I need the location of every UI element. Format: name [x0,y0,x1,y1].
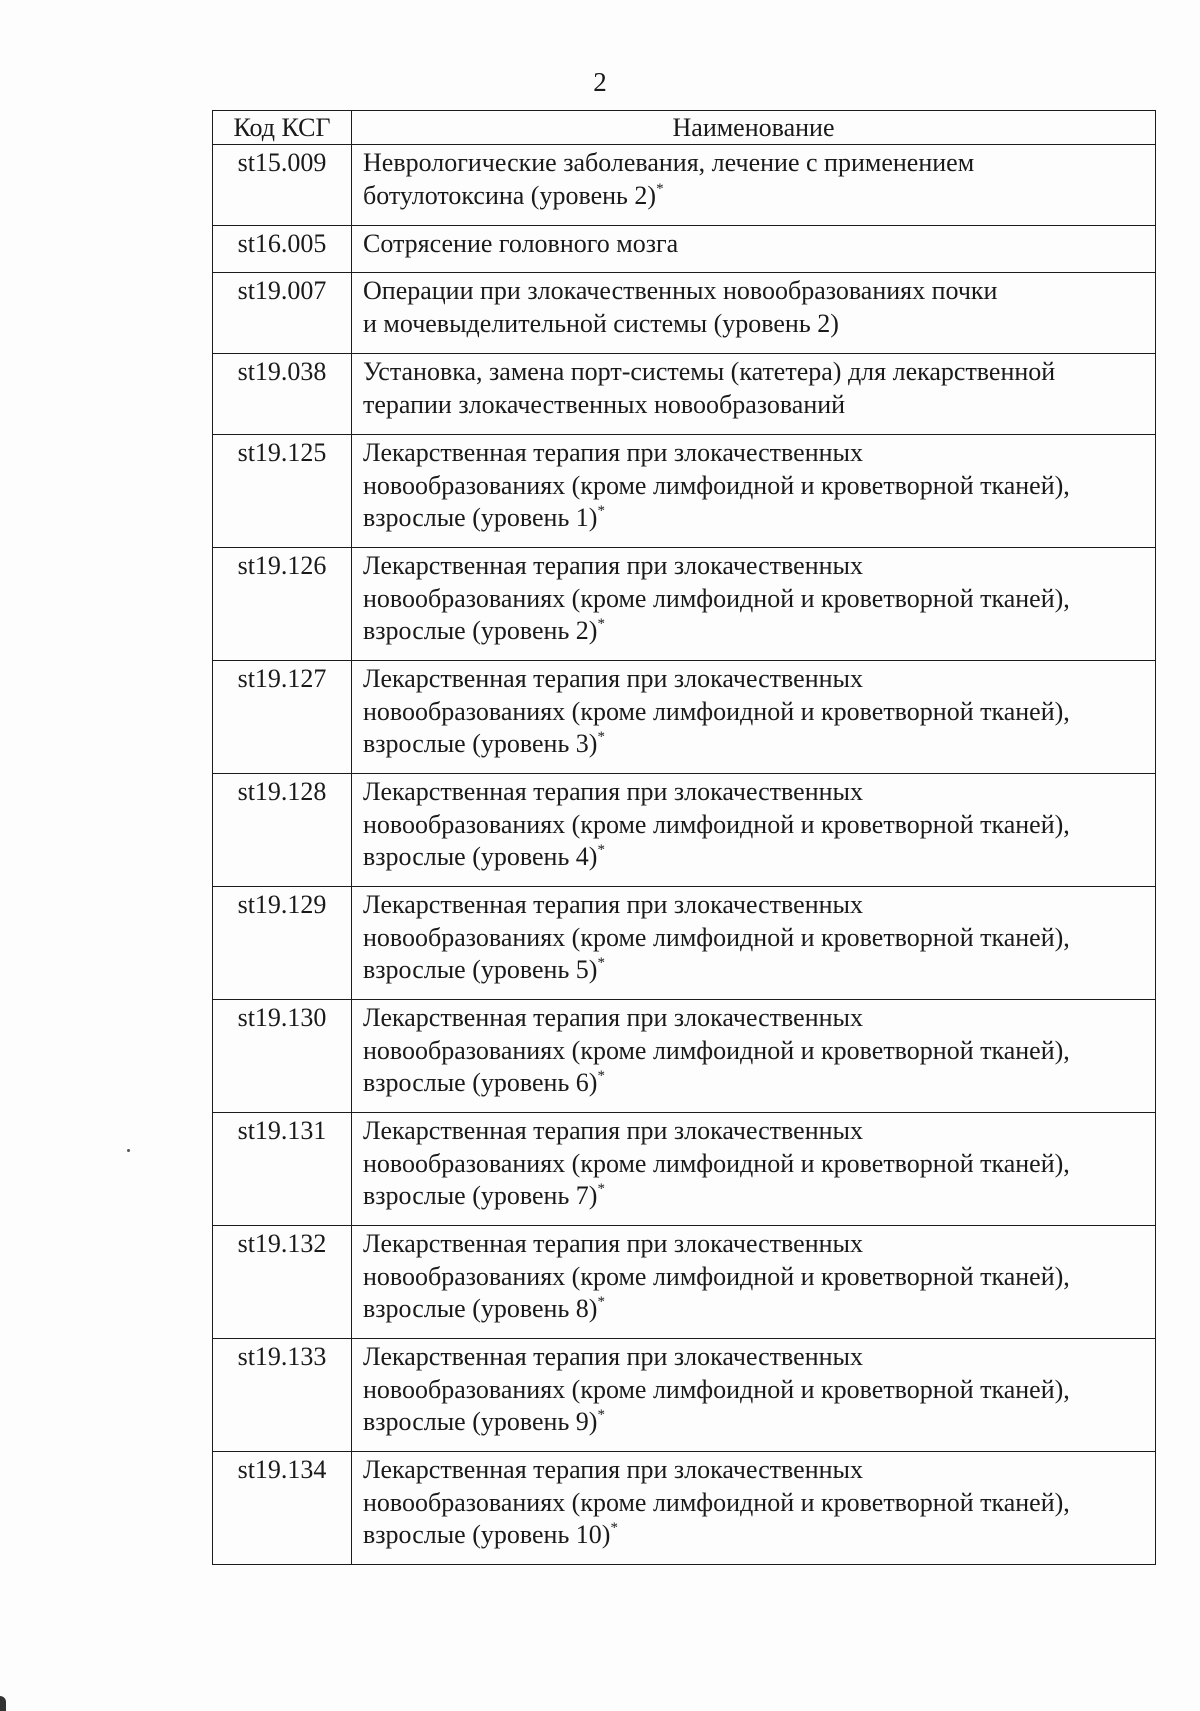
ksg-name-line [363,889,1147,922]
ksg-name-line [363,954,1147,987]
table-row [213,1000,1156,1113]
ksg-name-text: Лекарственная терапия при злокачественных [363,777,863,806]
ksg-code: st19.130 [213,1000,352,1113]
ksg-name [352,774,1156,887]
ksg-name-text: взрослые (уровень 8) [363,1294,598,1324]
ksg-code: st19.126 [213,548,352,661]
ksg-name-line [363,776,1147,809]
ksg-name-text: Лекарственная терапия при злокачественных [363,1342,863,1371]
ksg-name-text: Лекарственная терапия при злокачественных [363,1455,863,1484]
ksg-name [352,1452,1156,1565]
footnote-asterisk: * [656,180,664,197]
ksg-name-line [363,180,1147,213]
footnote-asterisk: * [610,1520,618,1537]
ksg-name-text: Сотрясение головного мозга [363,229,679,258]
header-name: Наименование [352,111,1156,145]
ksg-code: st19.131 [213,1113,352,1226]
ksg-name-line [363,1374,1147,1407]
ksg-name-line [363,728,1147,761]
ksg-name-text: и мочевыделительной системы (уровень 2) [363,308,839,338]
ksg-code: st15.009 [213,145,352,226]
ksg-name-line [363,1115,1147,1148]
ksg-name-text: новообразованиях (кроме лимфоидной и кроветворной тканей), [363,1374,1070,1404]
ksg-name-line [363,1293,1147,1326]
ksg-name-line [363,1487,1147,1520]
ksg-name [352,548,1156,661]
ksg-name-text: взрослые (уровень 4) [363,842,598,872]
ksg-name [352,226,1156,273]
table-row [213,774,1156,887]
table-row [213,145,1156,226]
ksg-name-text: новообразованиях (кроме лимфоидной и кроветворной тканей), [363,922,1070,952]
ksg-name-line [363,1341,1147,1374]
ksg-name [352,435,1156,548]
ksg-name [352,661,1156,774]
ksg-name-line [363,502,1147,535]
ksg-code: st19.007 [213,273,352,354]
ksg-name-line [363,1228,1147,1261]
ksg-name-line [363,228,1147,261]
table-header [213,111,1156,145]
scan-speck [127,1149,130,1152]
table-row [213,548,1156,661]
header-code: Код КСГ [213,111,352,145]
ksg-name [352,354,1156,435]
ksg-name-line [363,922,1147,955]
ksg-name-text: Лекарственная терапия при злокачественных [363,1116,863,1145]
ksg-name-text: взрослые (уровень 1) [363,503,598,533]
table-row [213,887,1156,1000]
ksg-name-line [363,615,1147,648]
ksg-code: st16.005 [213,226,352,273]
ksg-name-line [363,1035,1147,1068]
footnote-asterisk: * [597,1294,605,1311]
ksg-name-line [363,550,1147,583]
ksg-name-text: взрослые (уровень 5) [363,955,598,985]
ksg-name [352,1226,1156,1339]
ksg-name [352,273,1156,354]
ksg-name-text: Установка, замена порт-системы (катетера) для лекарственной [363,357,1056,386]
footnote-asterisk: * [597,1407,605,1424]
ksg-name-line [363,809,1147,842]
table-body [213,145,1156,1565]
footnote-asterisk: * [597,1068,605,1085]
ksg-code: st19.128 [213,774,352,887]
ksg-name-line [363,1454,1147,1487]
ksg-name-text: взрослые (уровень 6) [363,1068,598,1098]
ksg-name [352,887,1156,1000]
table-row [213,1226,1156,1339]
ksg-name-text: Лекарственная терапия при злокачественных [363,890,863,919]
table-row [213,1339,1156,1452]
footnote-asterisk: * [597,842,605,859]
ksg-name-text: Лекарственная терапия при злокачественных [363,1229,863,1258]
ksg-name-text: взрослые (уровень 9) [363,1407,598,1437]
ksg-name [352,1113,1156,1226]
table-row [213,1452,1156,1565]
ksg-table [212,110,1156,1565]
ksg-name [352,145,1156,226]
ksg-name-line [363,583,1147,616]
ksg-name-text: новообразованиях (кроме лимфоидной и кроветворной тканей), [363,470,1070,500]
ksg-name-text: новообразованиях (кроме лимфоидной и кроветворной тканей), [363,1148,1070,1178]
ksg-name-line [363,1180,1147,1213]
ksg-name-line [363,470,1147,503]
ksg-code: st19.133 [213,1339,352,1452]
ksg-name-line [363,1002,1147,1035]
footnote-asterisk: * [597,616,605,633]
ksg-name-line [363,696,1147,729]
table-row [213,226,1156,273]
table-row [213,1113,1156,1226]
ksg-code: st19.127 [213,661,352,774]
footnote-asterisk: * [597,1181,605,1198]
ksg-name-line [363,147,1147,180]
ksg-name-text: взрослые (уровень 10) [363,1520,611,1550]
ksg-name-line [363,389,1147,422]
ksg-name-line [363,308,1147,341]
table-row [213,661,1156,774]
ksg-name-text: новообразованиях (кроме лимфоидной и кроветворной тканей), [363,809,1070,839]
ksg-name-line [363,1519,1147,1552]
ksg-code: st19.125 [213,435,352,548]
page-number: 2 [593,67,607,97]
ksg-code: st19.129 [213,887,352,1000]
ksg-name-text: новообразованиях (кроме лимфоидной и кроветворной тканей), [363,1035,1070,1065]
ksg-name-text: взрослые (уровень 3) [363,729,598,759]
ksg-name-text: Лекарственная терапия при злокачественных [363,1003,863,1032]
ksg-name-text: Лекарственная терапия при злокачественных [363,438,863,467]
ksg-name-line [363,663,1147,696]
ksg-name-line [363,1067,1147,1100]
ksg-name-line [363,1406,1147,1439]
ksg-name-text: новообразованиях (кроме лимфоидной и кроветворной тканей), [363,1487,1070,1517]
ksg-name-line [363,1148,1147,1181]
scan-corner-mark [0,1696,6,1711]
header-row [213,111,1156,145]
ksg-name-text: взрослые (уровень 7) [363,1181,598,1211]
ksg-name-line [363,356,1147,389]
ksg-name-text: новообразованиях (кроме лимфоидной и кроветворной тканей), [363,1261,1070,1291]
ksg-code: st19.132 [213,1226,352,1339]
ksg-name-text: Неврологические заболевания, лечение с применением [363,148,975,177]
footnote-asterisk: * [597,503,605,520]
table-row [213,354,1156,435]
ksg-name-text: Операции при злокачественных новообразованиях почки [363,276,998,305]
table-row [213,273,1156,354]
ksg-name [352,1339,1156,1452]
footnote-asterisk: * [597,729,605,746]
ksg-name [352,1000,1156,1113]
ksg-code: st19.038 [213,354,352,435]
ksg-name-text: новообразованиях (кроме лимфоидной и кроветворной тканей), [363,696,1070,726]
ksg-name-text: новообразованиях (кроме лимфоидной и кроветворной тканей), [363,583,1070,613]
ksg-code: st19.134 [213,1452,352,1565]
ksg-name-line [363,1261,1147,1294]
ksg-name-text: взрослые (уровень 2) [363,616,598,646]
table-row [213,435,1156,548]
footnote-asterisk: * [597,955,605,972]
ksg-name-text: Лекарственная терапия при злокачественных [363,664,863,693]
ksg-name-text: Лекарственная терапия при злокачественных [363,551,863,580]
ksg-name-line [363,275,1147,308]
ksg-name-text: ботулотоксина (уровень 2) [363,180,657,210]
ksg-name-text: терапии злокачественных новообразований [363,389,846,419]
ksg-name-line [363,841,1147,874]
ksg-name-line [363,437,1147,470]
